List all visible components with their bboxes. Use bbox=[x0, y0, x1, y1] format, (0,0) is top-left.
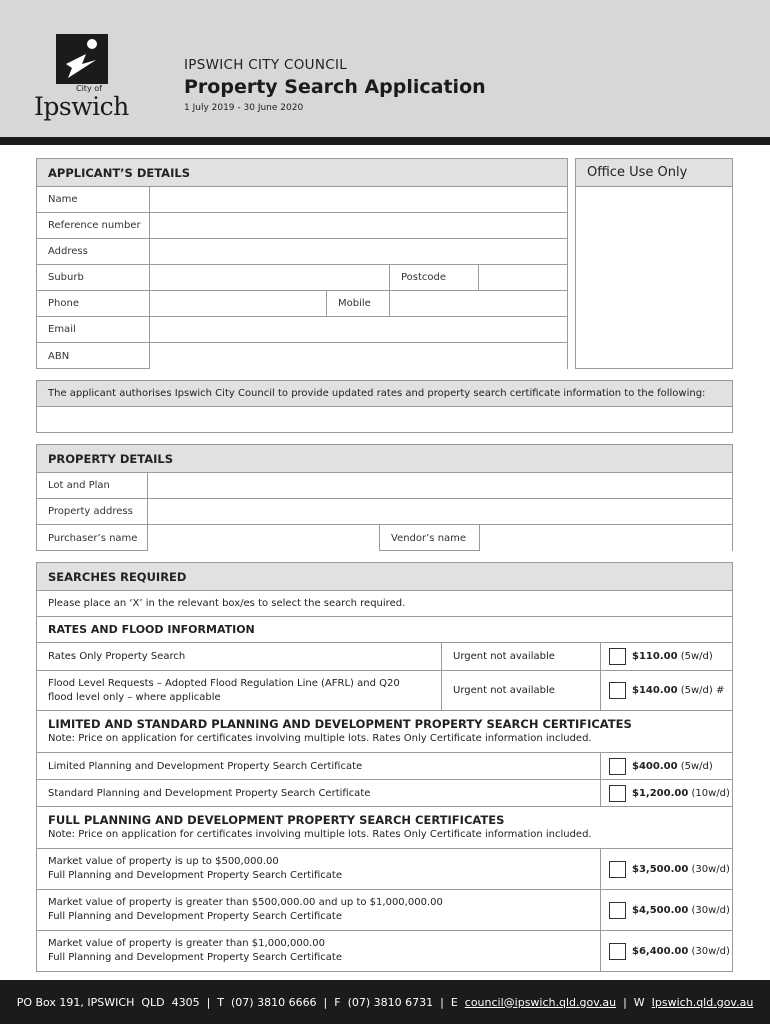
address-label: Address bbox=[37, 239, 150, 264]
purchaser-field[interactable] bbox=[148, 525, 380, 551]
vendor-field[interactable] bbox=[480, 525, 732, 551]
flood-desc-line1: Flood Level Requests – Adopted Flood Regulation Line (AFRL) and Q20 bbox=[48, 677, 400, 689]
office-use-heading: Office Use Only bbox=[576, 159, 732, 187]
flood-desc-line2: flood level only – where applicable bbox=[48, 691, 221, 703]
full-3-desc bbox=[37, 931, 601, 971]
rates-only-checkbox[interactable] bbox=[609, 648, 626, 665]
abn-label: ABN bbox=[37, 343, 150, 369]
flood-checkbox[interactable] bbox=[609, 682, 626, 699]
rates-heading: RATES AND FLOOD INFORMATION bbox=[37, 617, 732, 643]
searches-section bbox=[36, 562, 733, 972]
suburb-row bbox=[37, 265, 567, 291]
footer-web-link[interactable]: Ipswich.qld.gov.au bbox=[651, 995, 754, 1009]
standard-desc: Standard Planning and Development Property Search Certificate bbox=[37, 780, 601, 806]
applicant-details-section bbox=[36, 158, 568, 369]
standard-price-cell bbox=[601, 780, 732, 806]
limited-note: Note: Price on application for certificates involving multiple lots. Rates Only Certificate information included. bbox=[48, 733, 592, 744]
full-3-price-cell bbox=[601, 931, 732, 971]
full-3-line1: Market value of property is greater than $1,000,000.00 bbox=[48, 938, 325, 949]
full-row-2 bbox=[37, 890, 732, 931]
limited-price-cell bbox=[601, 753, 732, 779]
standard-checkbox[interactable] bbox=[609, 785, 626, 802]
purchaser-label: Purchaser’s name bbox=[37, 525, 148, 551]
flood-term: (5w/d) # bbox=[680, 685, 725, 696]
footer-email-link[interactable]: council@ipswich.qld.gov.au bbox=[464, 995, 617, 1009]
full-1-term: (30w/d) bbox=[691, 863, 730, 875]
name-row bbox=[37, 187, 567, 213]
full-2-price: $4,500.00 bbox=[632, 904, 689, 916]
flood-price: $140.00 bbox=[632, 685, 678, 696]
full-heading-block bbox=[37, 807, 732, 849]
office-use-section bbox=[575, 158, 733, 369]
lot-plan-field[interactable] bbox=[148, 473, 732, 498]
footer-separator: | W bbox=[616, 995, 652, 1009]
email-label: Email bbox=[37, 317, 150, 342]
flood-urgent: Urgent not available bbox=[442, 671, 601, 710]
standard-price: $1,200.00 bbox=[632, 787, 689, 799]
full-2-checkbox[interactable] bbox=[609, 902, 626, 919]
limited-term: (5w/d) bbox=[680, 760, 713, 772]
council-name: IPSWICH CITY COUNCIL bbox=[184, 57, 348, 73]
suburb-label: Suburb bbox=[37, 265, 150, 290]
standard-row bbox=[37, 780, 732, 807]
full-3-term: (30w/d) bbox=[691, 945, 730, 957]
rates-only-price: $110.00 bbox=[632, 651, 678, 662]
rates-only-urgent: Urgent not available bbox=[442, 643, 601, 670]
email-field[interactable] bbox=[150, 317, 567, 342]
flood-price-cell bbox=[601, 671, 732, 710]
name-field[interactable] bbox=[150, 187, 567, 212]
page-header bbox=[0, 0, 770, 137]
limited-price: $400.00 bbox=[632, 760, 678, 772]
rates-only-price-cell bbox=[601, 643, 732, 670]
phone-row bbox=[37, 291, 567, 317]
footer-contact: PO Box 191, IPSWICH QLD 4305 | T (07) 3810 6666 | F (07) 3810 6731 | E bbox=[16, 995, 465, 1009]
logo-city-of: City of bbox=[76, 84, 102, 93]
property-address-row bbox=[37, 499, 732, 525]
postcode-field[interactable] bbox=[479, 265, 567, 290]
abn-field[interactable] bbox=[150, 343, 567, 369]
full-3-line2: Full Planning and Development Property Search Certificate bbox=[48, 952, 342, 963]
postcode-label: Postcode bbox=[390, 265, 479, 290]
reference-row bbox=[37, 213, 567, 239]
phone-field[interactable] bbox=[150, 291, 327, 316]
full-3-price: $6,400.00 bbox=[632, 945, 689, 957]
email-row bbox=[37, 317, 567, 343]
lot-plan-row bbox=[37, 473, 732, 499]
property-address-label: Property address bbox=[37, 499, 148, 524]
suburb-field[interactable] bbox=[150, 265, 390, 290]
reference-field[interactable] bbox=[150, 213, 567, 238]
searches-instruction: Please place an ‘X’ in the relevant box/es to select the search required. bbox=[37, 591, 732, 617]
full-heading: FULL PLANNING AND DEVELOPMENT PROPERTY SEARCH CERTIFICATES bbox=[48, 813, 505, 827]
full-2-price-cell bbox=[601, 890, 732, 930]
full-3-checkbox[interactable] bbox=[609, 943, 626, 960]
full-2-line1: Market value of property is greater than $500,000.00 and up to $1,000,000.00 bbox=[48, 897, 443, 908]
limited-heading-block bbox=[37, 711, 732, 753]
authorisation-section bbox=[36, 380, 733, 433]
mobile-field[interactable] bbox=[390, 291, 567, 316]
logo-name: Ipswich bbox=[34, 92, 129, 121]
flood-desc bbox=[37, 671, 442, 710]
full-1-checkbox[interactable] bbox=[609, 861, 626, 878]
purchaser-row bbox=[37, 525, 732, 551]
logo-mark-icon bbox=[56, 34, 108, 84]
name-label: Name bbox=[37, 187, 150, 212]
mobile-label: Mobile bbox=[327, 291, 390, 316]
phone-label: Phone bbox=[37, 291, 150, 316]
full-1-price: $3,500.00 bbox=[632, 863, 689, 875]
full-2-term: (30w/d) bbox=[691, 904, 730, 916]
header-divider bbox=[0, 137, 770, 145]
limited-desc: Limited Planning and Development Property Search Certificate bbox=[37, 753, 601, 779]
authorisation-text: The applicant authorises Ipswich City Council to provide updated rates and property search certificate information to the following: bbox=[37, 381, 732, 407]
property-details-section bbox=[36, 444, 733, 551]
vendor-label: Vendor’s name bbox=[380, 525, 480, 551]
limited-checkbox[interactable] bbox=[609, 758, 626, 775]
limited-row bbox=[37, 753, 732, 780]
flood-row bbox=[37, 671, 732, 711]
full-2-desc bbox=[37, 890, 601, 930]
full-1-desc bbox=[37, 849, 601, 889]
applicant-heading: APPLICANT’S DETAILS bbox=[37, 159, 567, 187]
lot-plan-label: Lot and Plan bbox=[37, 473, 148, 498]
reference-label: Reference number bbox=[37, 213, 150, 238]
full-1-line1: Market value of property is up to $500,000.00 bbox=[48, 856, 279, 867]
address-field[interactable] bbox=[150, 239, 567, 264]
full-1-price-cell bbox=[601, 849, 732, 889]
address-row bbox=[37, 239, 567, 265]
page-footer bbox=[0, 980, 770, 1024]
full-row-1 bbox=[37, 849, 732, 890]
property-heading: PROPERTY DETAILS bbox=[37, 445, 732, 473]
rates-only-row bbox=[37, 643, 732, 671]
authorisation-field[interactable] bbox=[37, 407, 732, 432]
full-row-3 bbox=[37, 931, 732, 971]
rates-only-desc: Rates Only Property Search bbox=[37, 643, 442, 670]
full-2-line2: Full Planning and Development Property Search Certificate bbox=[48, 911, 342, 922]
city-logo bbox=[32, 34, 132, 120]
limited-heading: LIMITED AND STANDARD PLANNING AND DEVELOPMENT PROPERTY SEARCH CERTIFICATES bbox=[48, 717, 632, 731]
full-1-line2: Full Planning and Development Property Search Certificate bbox=[48, 870, 342, 881]
full-note: Note: Price on application for certificates involving multiple lots. Rates Only Certificate information included. bbox=[48, 829, 592, 840]
abn-row bbox=[37, 343, 567, 369]
rates-only-term: (5w/d) bbox=[680, 651, 713, 662]
page-title: Property Search Application bbox=[184, 76, 486, 98]
date-range: 1 July 2019 - 30 June 2020 bbox=[184, 103, 304, 113]
standard-term: (10w/d) bbox=[691, 787, 730, 799]
property-address-field[interactable] bbox=[148, 499, 732, 524]
searches-heading: SEARCHES REQUIRED bbox=[37, 563, 732, 591]
